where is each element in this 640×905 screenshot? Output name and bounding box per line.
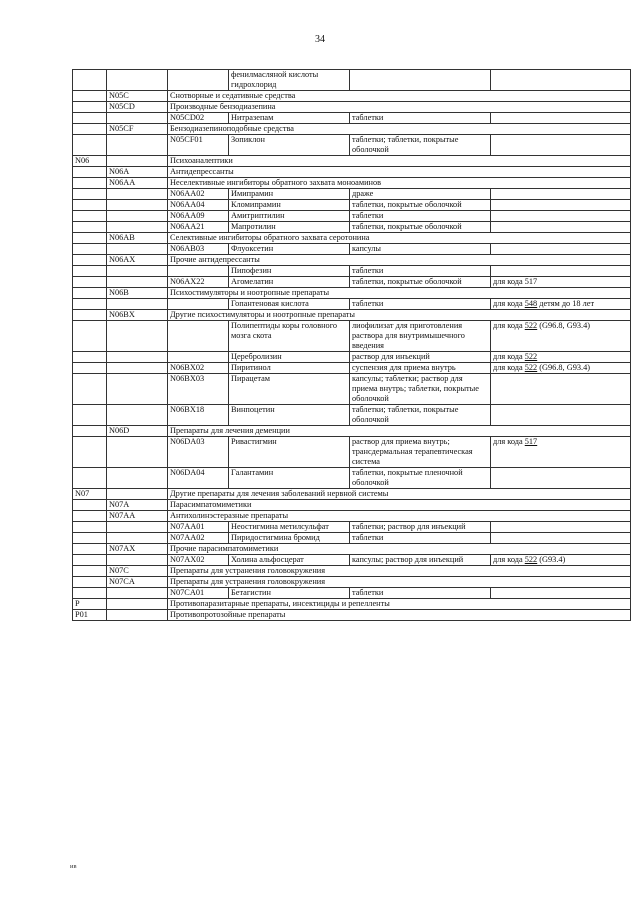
atc-subgroup-cell: N05C: [107, 91, 168, 102]
footer-mark: ив: [70, 863, 77, 870]
atc-subgroup-cell: [107, 599, 168, 610]
atc-group-cell: [73, 555, 107, 566]
drug-name-cell: Агомелатин: [229, 277, 350, 288]
drug-name-cell: Гопантеновая кислота: [229, 299, 350, 310]
atc-group-cell: [73, 437, 107, 468]
atc-group-cell: [73, 310, 107, 321]
table-row: [73, 544, 631, 555]
atc-group-cell: [73, 70, 107, 91]
atc-subgroup-cell: N07AA: [107, 511, 168, 522]
table-row: [73, 233, 631, 244]
atc-group-cell: [73, 189, 107, 200]
atc-subgroup-cell: N06AB: [107, 233, 168, 244]
drug-name-cell: Пирацетам: [229, 374, 350, 405]
table-row: [73, 599, 631, 610]
note-prefix: для кода: [493, 352, 525, 361]
atc-code-cell: N05CF01: [168, 135, 229, 156]
atc-subgroup-cell: [107, 113, 168, 124]
table-row: [73, 255, 631, 266]
atc-subgroup-cell: N07AX: [107, 544, 168, 555]
atc-subgroup-cell: N07CA: [107, 577, 168, 588]
atc-subgroup-cell: N05CF: [107, 124, 168, 135]
table-row: [73, 277, 631, 288]
drug-name-cell: Имипрамин: [229, 189, 350, 200]
atc-group-cell: [73, 266, 107, 277]
atc-code-cell: N06AA09: [168, 211, 229, 222]
atc-code-cell: N06BX02: [168, 363, 229, 374]
dosage-form-cell: драже: [350, 189, 491, 200]
group-name-cell: Прочие парасимпатомиметики: [168, 544, 631, 555]
atc-code-cell: N06AA04: [168, 200, 229, 211]
atc-subgroup-cell: [107, 489, 168, 500]
drug-name-cell: Флуоксетин: [229, 244, 350, 255]
table-body: [73, 70, 631, 621]
atc-subgroup-cell: [107, 437, 168, 468]
table-row: [73, 156, 631, 167]
note-prefix: для кода: [493, 555, 525, 564]
dosage-form-cell: таблетки: [350, 533, 491, 544]
note-code-link: 522: [524, 363, 538, 372]
atc-subgroup-cell: N06AX: [107, 255, 168, 266]
atc-code-cell: N06DA03: [168, 437, 229, 468]
atc-group-cell: [73, 577, 107, 588]
note-cell: [491, 189, 631, 200]
dosage-form-cell: капсулы; таблетки; раствор для приема внутрь; таблетки, покрытые оболочкой: [350, 374, 491, 405]
group-name-cell: Другие препараты для лечения заболеваний нервной системы: [168, 489, 631, 500]
note-cell: [491, 70, 631, 91]
atc-subgroup-cell: [107, 200, 168, 211]
group-name-cell: Препараты для устранения головокружения: [168, 577, 631, 588]
atc-code-cell: [168, 352, 229, 363]
atc-group-cell: [73, 255, 107, 266]
table-row: [73, 511, 631, 522]
note-cell: [491, 405, 631, 426]
table-row: [73, 113, 631, 124]
atc-subgroup-cell: [107, 156, 168, 167]
group-name-cell: Производные бензодиазепина: [168, 102, 631, 113]
drug-table: [72, 69, 631, 621]
atc-group-cell: [73, 288, 107, 299]
note-cell: [491, 135, 631, 156]
note-prefix: для кода: [493, 363, 525, 372]
atc-group-cell: [73, 426, 107, 437]
atc-subgroup-cell: [107, 277, 168, 288]
table-row: [73, 533, 631, 544]
table-row: [73, 244, 631, 255]
note-cell: [491, 352, 631, 363]
dosage-form-cell: таблетки; таблетки, покрытые оболочкой: [350, 135, 491, 156]
table-row: [73, 222, 631, 233]
drug-name-cell: Зопиклон: [229, 135, 350, 156]
drug-name-cell: Нитразепам: [229, 113, 350, 124]
note-code-link: 517: [524, 437, 538, 446]
note-cell: [491, 533, 631, 544]
group-name-cell: Селективные ингибиторы обратного захвата серотонина: [168, 233, 631, 244]
table-row: [73, 555, 631, 566]
atc-subgroup-cell: [107, 352, 168, 363]
atc-group-cell: P01: [73, 610, 107, 621]
atc-subgroup-cell: N06BX: [107, 310, 168, 321]
atc-subgroup-cell: [107, 363, 168, 374]
table-row: [73, 167, 631, 178]
group-name-cell: Психостимуляторы и ноотропные препараты: [168, 288, 631, 299]
table-row: [73, 468, 631, 489]
atc-subgroup-cell: [107, 244, 168, 255]
atc-subgroup-cell: [107, 533, 168, 544]
atc-subgroup-cell: [107, 522, 168, 533]
atc-group-cell: [73, 566, 107, 577]
atc-group-cell: [73, 244, 107, 255]
dosage-form-cell: таблетки: [350, 266, 491, 277]
atc-subgroup-cell: N06AA: [107, 178, 168, 189]
table-row: [73, 500, 631, 511]
atc-subgroup-cell: [107, 70, 168, 91]
table-row: [73, 189, 631, 200]
dosage-form-cell: таблетки; раствор для инъекций: [350, 522, 491, 533]
dosage-form-cell: таблетки, покрытые оболочкой: [350, 200, 491, 211]
drug-name-cell: Амитриптилин: [229, 211, 350, 222]
note-prefix: для кода: [493, 321, 525, 330]
atc-subgroup-cell: N06A: [107, 167, 168, 178]
atc-code-cell: N07AA02: [168, 533, 229, 544]
atc-group-cell: [73, 374, 107, 405]
atc-subgroup-cell: N06B: [107, 288, 168, 299]
group-name-cell: Антихолинэстеразные препараты: [168, 511, 631, 522]
dosage-form-cell: капсулы; раствор для инъекций: [350, 555, 491, 566]
atc-group-cell: [73, 299, 107, 310]
table-row: [73, 266, 631, 277]
note-suffix: (G96.8, G93.4): [537, 363, 590, 372]
group-name-cell: Психоаналептики: [168, 156, 631, 167]
note-cell: [491, 522, 631, 533]
note-cell: [491, 321, 631, 352]
group-name-cell: Снотворные и седативные средства: [168, 91, 631, 102]
atc-group-cell: [73, 91, 107, 102]
atc-group-cell: [73, 588, 107, 599]
atc-group-cell: N07: [73, 489, 107, 500]
drug-name-cell: фенилмасляной кислоты гидрохлорид: [229, 70, 350, 91]
note-suffix: (G96.8, G93.4): [537, 321, 590, 330]
atc-group-cell: [73, 113, 107, 124]
note-cell: для кода 517: [491, 277, 631, 288]
note-prefix: для кода: [493, 437, 525, 446]
table-row: [73, 211, 631, 222]
atc-group-cell: [73, 468, 107, 489]
atc-group-cell: [73, 544, 107, 555]
atc-subgroup-cell: [107, 588, 168, 599]
note-cell: [491, 363, 631, 374]
table-row: [73, 489, 631, 500]
note-cell: [491, 588, 631, 599]
dosage-form-cell: таблетки: [350, 588, 491, 599]
dosage-form-cell: таблетки: [350, 211, 491, 222]
atc-group-cell: [73, 102, 107, 113]
dosage-form-cell: раствор для инъекций: [350, 352, 491, 363]
table-row: [73, 610, 631, 621]
note-suffix: детям до 18 лет: [537, 299, 595, 308]
dosage-form-cell: [350, 70, 491, 91]
group-name-cell: Противопаразитарные препараты, инсектициды и репелленты: [168, 599, 631, 610]
atc-group-cell: [73, 233, 107, 244]
drug-name-cell: Холина альфосцерат: [229, 555, 350, 566]
atc-group-cell: [73, 211, 107, 222]
atc-group-cell: [73, 321, 107, 352]
group-name-cell: Бензодиазепиноподобные средства: [168, 124, 631, 135]
note-cell: [491, 437, 631, 468]
group-name-cell: Препараты для устранения головокружения: [168, 566, 631, 577]
atc-group-cell: [73, 500, 107, 511]
dosage-form-cell: таблетки, покрытые оболочкой: [350, 277, 491, 288]
note-code-link: 548: [524, 299, 538, 308]
atc-subgroup-cell: [107, 610, 168, 621]
atc-code-cell: N07AX02: [168, 555, 229, 566]
table-row: [73, 426, 631, 437]
table-row: [73, 200, 631, 211]
atc-code-cell: N06BX18: [168, 405, 229, 426]
atc-code-cell: [168, 266, 229, 277]
table-row: [73, 374, 631, 405]
group-name-cell: Препараты для лечения деменции: [168, 426, 631, 437]
atc-group-cell: [73, 222, 107, 233]
table-row: [73, 178, 631, 189]
note-cell: [491, 266, 631, 277]
drug-name-cell: Церебролизин: [229, 352, 350, 363]
drug-name-cell: Галантамин: [229, 468, 350, 489]
table-row: [73, 405, 631, 426]
table-row: [73, 124, 631, 135]
atc-code-cell: N05CD02: [168, 113, 229, 124]
atc-subgroup-cell: [107, 321, 168, 352]
drug-name-cell: Мапротилин: [229, 222, 350, 233]
dosage-form-cell: таблетки, покрытые оболочкой: [350, 222, 491, 233]
atc-group-cell: [73, 200, 107, 211]
drug-name-cell: Ривастигмин: [229, 437, 350, 468]
table-row: [73, 566, 631, 577]
note-code-link: 522: [524, 352, 538, 361]
atc-code-cell: [168, 321, 229, 352]
atc-subgroup-cell: [107, 555, 168, 566]
atc-subgroup-cell: N05CD: [107, 102, 168, 113]
note-code-link: 522: [524, 321, 538, 330]
drug-name-cell: Полипептиды коры головного мозга скота: [229, 321, 350, 352]
atc-subgroup-cell: N07A: [107, 500, 168, 511]
table-row: [73, 288, 631, 299]
atc-subgroup-cell: [107, 468, 168, 489]
note-cell: [491, 299, 631, 310]
table-row: [73, 352, 631, 363]
table-row: [73, 437, 631, 468]
atc-code-cell: [168, 70, 229, 91]
atc-subgroup-cell: N07C: [107, 566, 168, 577]
atc-code-cell: [168, 299, 229, 310]
atc-group-cell: [73, 178, 107, 189]
dosage-form-cell: таблетки; таблетки, покрытые оболочкой: [350, 405, 491, 426]
atc-group-cell: [73, 135, 107, 156]
group-name-cell: Парасимпатомиметики: [168, 500, 631, 511]
note-cell: [491, 222, 631, 233]
group-name-cell: Противопротозойные препараты: [168, 610, 631, 621]
dosage-form-cell: суспензия для приема внутрь: [350, 363, 491, 374]
table-row: [73, 70, 631, 91]
note-code-link: 522: [524, 555, 538, 564]
atc-code-cell: N07CA01: [168, 588, 229, 599]
atc-code-cell: N06AA02: [168, 189, 229, 200]
note-cell: [491, 374, 631, 405]
table-row: [73, 577, 631, 588]
atc-group-cell: [73, 522, 107, 533]
atc-subgroup-cell: [107, 266, 168, 277]
dosage-form-cell: лиофилизат для приготовления раствора для внутримышечного введения: [350, 321, 491, 352]
table-row: [73, 91, 631, 102]
drug-name-cell: Пиридостигмина бромид: [229, 533, 350, 544]
atc-code-cell: N06DA04: [168, 468, 229, 489]
note-cell: [491, 468, 631, 489]
atc-group-cell: N06: [73, 156, 107, 167]
note-prefix: для кода: [493, 299, 525, 308]
atc-subgroup-cell: [107, 222, 168, 233]
table-row: [73, 299, 631, 310]
note-cell: [491, 555, 631, 566]
note-cell: [491, 244, 631, 255]
atc-subgroup-cell: [107, 299, 168, 310]
atc-subgroup-cell: [107, 374, 168, 405]
atc-group-cell: [73, 277, 107, 288]
atc-code-cell: N06BX03: [168, 374, 229, 405]
atc-code-cell: N06AX22: [168, 277, 229, 288]
dosage-form-cell: раствор для приема внутрь; трансдермальная терапевтическая система: [350, 437, 491, 468]
atc-code-cell: N06AB03: [168, 244, 229, 255]
atc-group-cell: [73, 405, 107, 426]
atc-group-cell: P: [73, 599, 107, 610]
dosage-form-cell: капсулы: [350, 244, 491, 255]
note-cell: [491, 200, 631, 211]
atc-group-cell: [73, 511, 107, 522]
note-suffix: (G93.4): [537, 555, 566, 564]
dosage-form-cell: таблетки: [350, 299, 491, 310]
atc-subgroup-cell: [107, 211, 168, 222]
group-name-cell: Неселективные ингибиторы обратного захвата моноаминов: [168, 178, 631, 189]
atc-group-cell: [73, 533, 107, 544]
table-row: [73, 522, 631, 533]
atc-subgroup-cell: [107, 135, 168, 156]
atc-group-cell: [73, 363, 107, 374]
group-name-cell: Другие психостимуляторы и ноотропные препараты: [168, 310, 631, 321]
atc-group-cell: [73, 167, 107, 178]
note-cell: [491, 113, 631, 124]
atc-code-cell: N07AA01: [168, 522, 229, 533]
table-row: [73, 363, 631, 374]
page-number: 34: [315, 34, 325, 45]
drug-name-cell: Неостигмина метилсульфат: [229, 522, 350, 533]
table-row: [73, 321, 631, 352]
dosage-form-cell: таблетки, покрытые пленочной оболочкой: [350, 468, 491, 489]
drug-name-cell: Винпоцетин: [229, 405, 350, 426]
drug-name-cell: Кломипрамин: [229, 200, 350, 211]
atc-subgroup-cell: N06D: [107, 426, 168, 437]
atc-code-cell: N06AA21: [168, 222, 229, 233]
table-row: [73, 310, 631, 321]
group-name-cell: Антидепрессанты: [168, 167, 631, 178]
drug-name-cell: Пиритинол: [229, 363, 350, 374]
dosage-form-cell: таблетки: [350, 113, 491, 124]
note-cell: [491, 211, 631, 222]
table-row: [73, 102, 631, 113]
atc-group-cell: [73, 124, 107, 135]
atc-group-cell: [73, 352, 107, 363]
drug-name-cell: Бетагистин: [229, 588, 350, 599]
group-name-cell: Прочие антидепрессанты: [168, 255, 631, 266]
table-row: [73, 588, 631, 599]
atc-subgroup-cell: [107, 405, 168, 426]
drug-name-cell: Пипофезин: [229, 266, 350, 277]
atc-subgroup-cell: [107, 189, 168, 200]
table-row: [73, 135, 631, 156]
